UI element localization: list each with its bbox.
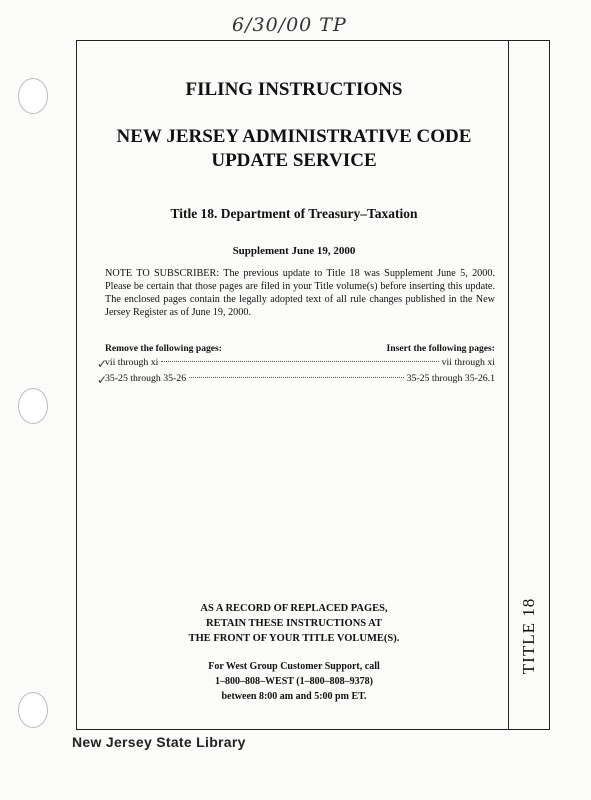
library-stamp: New Jersey State Library bbox=[72, 734, 246, 750]
page-row bbox=[97, 357, 495, 371]
record-line-2: RETAIN THESE INSTRUCTIONS AT bbox=[206, 618, 382, 629]
remove-pages: vii through xi bbox=[105, 357, 159, 368]
record-line-1: AS A RECORD OF REPLACED PAGES, bbox=[200, 603, 388, 614]
punch-hole bbox=[18, 78, 48, 114]
title-subtitle: Title 18. Department of Treasury–Taxation bbox=[170, 206, 418, 221]
record-instructions bbox=[77, 601, 511, 646]
leader-dots bbox=[161, 361, 438, 362]
checkmark-icon: ✓ bbox=[97, 373, 108, 387]
insert-pages: vii through xi bbox=[441, 357, 495, 368]
filing-instructions-page bbox=[76, 40, 550, 730]
supplement-date: Supplement June 19, 2000 bbox=[232, 245, 356, 257]
code-heading-line-2: UPDATE SERVICE bbox=[211, 150, 377, 171]
page-title: FILING INSTRUCTIONS bbox=[185, 79, 403, 100]
tab-label: TITLE 18 bbox=[519, 597, 538, 675]
record-line-3: THE FRONT OF YOUR TITLE VOLUME(S). bbox=[188, 633, 400, 644]
title-tab bbox=[508, 41, 549, 729]
checkmark-icon: ✓ bbox=[97, 357, 108, 371]
support-line-1: For West Group Customer Support, call bbox=[208, 661, 380, 672]
remove-pages: 35-25 through 35-26 bbox=[105, 373, 187, 384]
code-heading bbox=[77, 125, 511, 173]
support-phone: 1–800–808–WEST (1–800–808–9378) bbox=[215, 676, 373, 687]
punch-hole bbox=[18, 388, 48, 424]
customer-support bbox=[77, 659, 511, 704]
page-columns-header bbox=[105, 343, 495, 354]
punch-hole bbox=[18, 692, 48, 728]
leader-dots bbox=[189, 377, 403, 378]
support-hours: between 8:00 am and 5:00 pm ET. bbox=[221, 691, 367, 702]
insert-pages: 35-25 through 35-26.1 bbox=[406, 373, 495, 384]
insert-header: Insert the following pages: bbox=[386, 343, 495, 354]
note-to-subscriber: NOTE TO SUBSCRIBER: The previous update to Title 18 was Supplement June 5, 2000. Please be certain that those pages are filed in your Title volume(s) before inserting this update. The enclosed pages contain the legally adopted text of all rule changes published in the New Jersey Register as of June 19, 2000. bbox=[105, 268, 495, 318]
page-content bbox=[77, 41, 511, 729]
remove-header: Remove the following pages: bbox=[105, 343, 222, 354]
handwritten-date: 6/30/00 TP bbox=[232, 14, 347, 36]
page-row bbox=[97, 373, 495, 387]
code-heading-line-1: NEW JERSEY ADMINISTRATIVE CODE bbox=[116, 126, 472, 147]
